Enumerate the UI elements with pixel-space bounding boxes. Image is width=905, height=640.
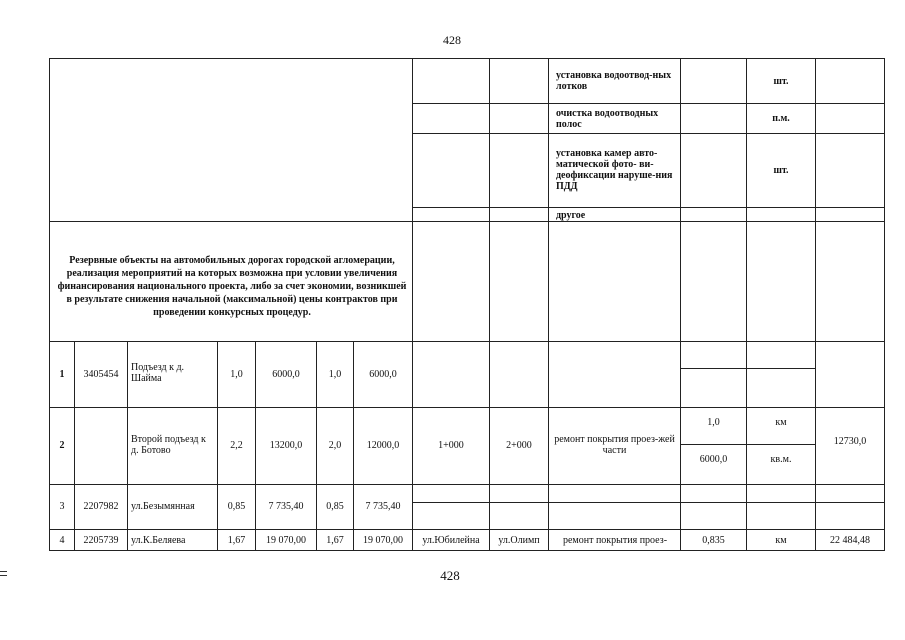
row3-cost-plan: 7 735,40 xyxy=(268,501,304,512)
row4-section-to: ул.Олимп xyxy=(498,535,540,546)
work-item-drain-trays: установка водоотвод-ных лотков xyxy=(556,70,672,92)
row1-code: 3405454 xyxy=(83,369,119,380)
row2-name: Второй подъезд к д. Ботово xyxy=(131,434,206,456)
row3-name: ул.Безымянная xyxy=(131,501,195,512)
row2-length-actual: 2,0 xyxy=(328,440,342,451)
row4-length-actual: 1,67 xyxy=(326,535,344,546)
row2-number: 2 xyxy=(59,440,65,451)
row1-number: 1 xyxy=(59,369,65,380)
row2-cost-plan: 13200,0 xyxy=(269,440,303,451)
row4-total-cost: 22 484,48 xyxy=(830,535,870,546)
row4-name: ул.К.Беляева xyxy=(131,535,186,546)
row3-number: 3 xyxy=(59,501,65,512)
page-number-top: 428 xyxy=(443,33,461,47)
page-number-bottom: 428 xyxy=(440,568,460,583)
row4-number: 4 xyxy=(59,535,65,546)
work-item-other: другое xyxy=(556,210,586,221)
row2-unit-km: км xyxy=(775,417,787,428)
unit-traffic-cameras: шт. xyxy=(773,165,789,176)
row1-length-actual: 1,0 xyxy=(328,369,342,380)
row4-section-from: ул.Юбилейна xyxy=(422,535,480,546)
reserve-objects-heading: Резервные объекты на автомобильных дорогах городской агломерации, реализация мероприятий на которых возможна при условии увеличения финансирования национального проекта, либо за счет экономии, возникшей в результате снижения начальной (максимальной) цены контрактов при проведении конкурсных процедур. xyxy=(57,255,407,318)
row4-volume-km: 0,835 xyxy=(702,535,725,546)
row2-volume-km: 1,0 xyxy=(707,417,720,428)
unit-drain-cleaning: п.м. xyxy=(772,113,790,124)
row4-code: 2205739 xyxy=(83,535,119,546)
work-item-traffic-cameras: установка камер авто-матической фото- ви-деофиксации наруше-ния ПДД xyxy=(556,148,673,192)
row1-name: Подъезд к д. Шайма xyxy=(131,362,185,384)
crop-mark xyxy=(0,571,7,572)
row2-total-cost: 12730,0 xyxy=(833,436,867,447)
row4-length-plan: 1,67 xyxy=(227,535,246,546)
row4-unit-km: км xyxy=(775,535,787,546)
row1-cost-actual: 6000,0 xyxy=(369,369,397,380)
row2-length-plan: 2,2 xyxy=(230,440,243,451)
crop-mark xyxy=(0,575,7,576)
row2-section-from: 1+000 xyxy=(438,440,464,451)
row3-length-actual: 0,85 xyxy=(326,501,344,512)
row2-volume-sqm: 6000,0 xyxy=(699,454,728,465)
row3-code: 2207982 xyxy=(83,501,119,512)
row4-work-type: ремонт покрытия проез- xyxy=(562,535,668,546)
row2-cost-actual: 12000,0 xyxy=(366,440,400,451)
row2-work-type: ремонт покрытия проез-жей части xyxy=(554,434,675,456)
unit-drain-trays: шт. xyxy=(773,76,789,87)
row3-cost-actual: 7 735,40 xyxy=(365,501,401,512)
row4-cost-plan: 19 070,00 xyxy=(266,535,306,546)
row4-cost-actual: 19 070,00 xyxy=(363,535,403,546)
row1-length-plan: 1,0 xyxy=(230,369,243,380)
row1-cost-plan: 6000,0 xyxy=(272,369,300,380)
row2-unit-sqm: кв.м. xyxy=(770,454,792,465)
work-item-drain-cleaning: очистка водоотводных полос xyxy=(556,108,659,130)
row3-length-plan: 0,85 xyxy=(227,501,246,512)
row2-section-to: 2+000 xyxy=(506,440,532,451)
